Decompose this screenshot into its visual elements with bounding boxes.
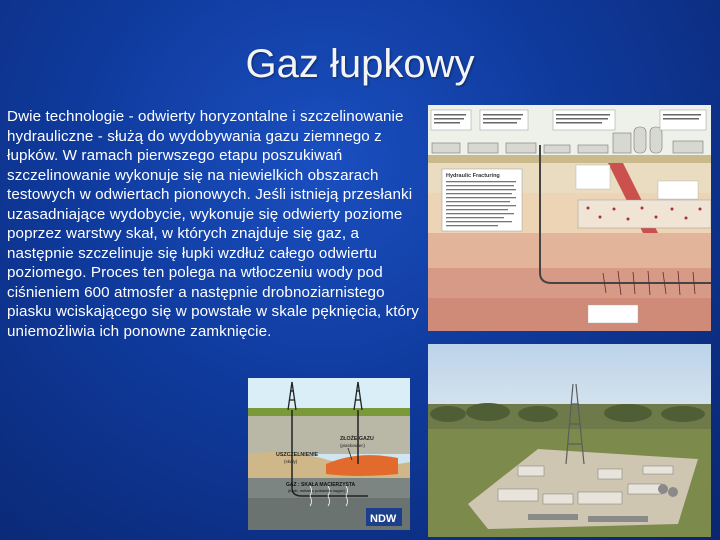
gas-deposit-diagram — [248, 378, 410, 530]
seal-sublabel: (skały) — [284, 459, 298, 464]
fracturing-box-title: Hydraulic Fracturing — [446, 173, 500, 179]
seal-label: USZCZELNIENIE — [276, 452, 319, 458]
shale-sublabel: (łupki, metan z pokładów węgla) — [288, 488, 345, 493]
deposit-label: ZŁOŻE GAZU — [340, 436, 374, 442]
deposit-sublabel: (piaskowiec) — [340, 443, 366, 448]
slide-title: Gaz łupkowy — [245, 42, 475, 86]
shale-label: GAZ : SKAŁA MACIERZYSTA — [286, 482, 356, 488]
slide-body-text: Dwie technologie - odwierty horyzontalne i szczelinowanie hydrauliczne - służą do wydobywania gazu ziemnego z łupków. W ramach pierwszego etapu poszukiwań szczelinowanie wykonuje się na niewielkich obszarach testowych w odwiertach pionowych. Jeśli istnieją przesłanki uzasadniające wydobycie, wykonuje się odwierty poziome poprzez warstwy skał, w których znajduje się gaz, a następnie szczelinuje się łupki wzdłuż całego odwiertu poziomego. Proces ten polega na wtłoczeniu wody pod ciśnieniem 600 atmosfer a następnie drobnoziarnistego piasku wciskającego się w powstałe w skale pęknięcia, który uniemożliwia ich ponowne zamknięcie. — [7, 108, 419, 340]
hydraulic-fracturing-illustration — [428, 105, 711, 331]
drilling-site-photo — [428, 344, 711, 537]
ndw-logo: NDW — [370, 513, 397, 525]
